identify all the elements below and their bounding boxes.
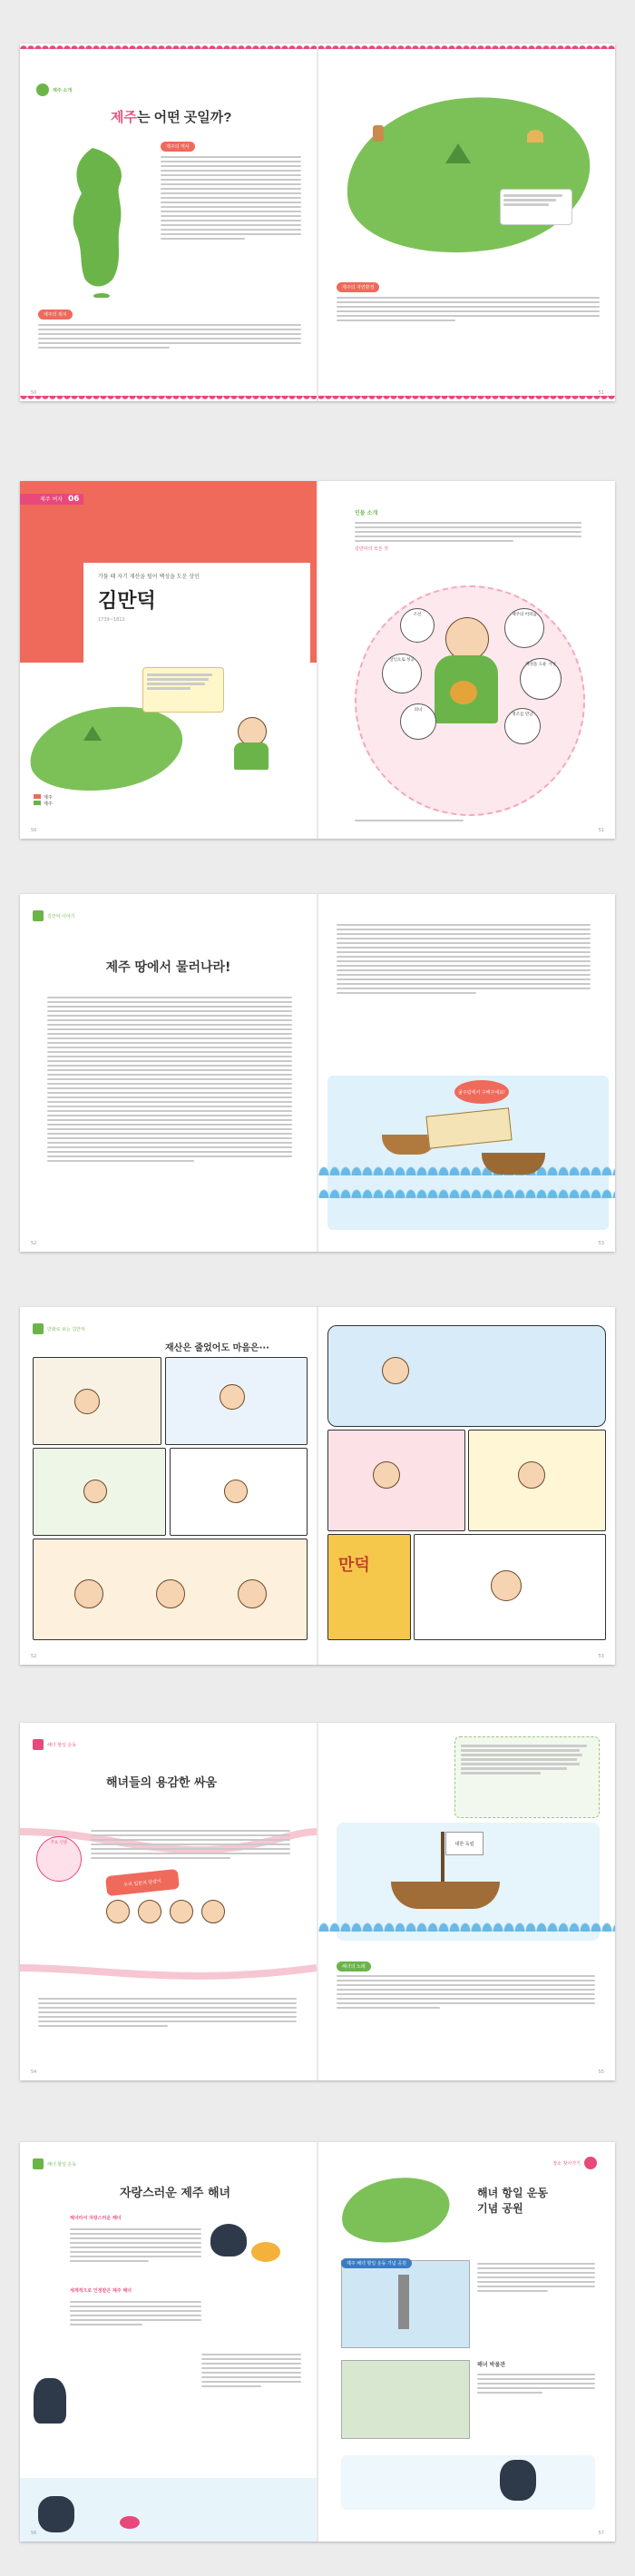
subheading-1: 해녀라서 자랑스러운 해녀 <box>70 2216 122 2221</box>
place-title-line-2: 기념 공원 <box>477 2201 523 2215</box>
map-legend <box>34 794 53 807</box>
protest-boat <box>391 1882 500 1909</box>
mandeok-portrait <box>445 617 489 661</box>
page-number-left: 54 <box>31 2070 37 2075</box>
bottom-illustration <box>341 2455 595 2510</box>
spread-comic <box>20 1307 615 1665</box>
section-header <box>36 84 72 96</box>
section-tag: 만화로 보는 김만덕 <box>47 1326 85 1332</box>
label-bubble-2: 상인으로 성공 <box>382 654 422 693</box>
right-section-header <box>552 2157 597 2169</box>
location-box <box>38 302 301 351</box>
label-bubble-3: 의녀 <box>400 703 436 740</box>
character-face-5 <box>74 1579 103 1608</box>
intro-heading: 인물 소개 <box>355 510 378 516</box>
right-section-tag: 장소 찾아가기 <box>552 2160 581 2167</box>
place-title-line-1: 해녀 항일 운동 <box>477 2187 548 2199</box>
character-face-3 <box>83 1480 107 1503</box>
title-rest: 는 어떤 곳일까? <box>136 110 232 125</box>
page-number-left: 50 <box>31 390 37 396</box>
section-header <box>33 910 75 921</box>
key-figure-badge: 주요 인물 <box>36 1836 82 1882</box>
museum-text <box>477 2371 595 2396</box>
book-icon <box>33 910 44 921</box>
book-icon <box>33 1323 44 1334</box>
title-card <box>83 563 310 663</box>
intro-section <box>355 501 581 552</box>
series-label-wrap <box>40 494 80 506</box>
history-box <box>161 134 301 242</box>
left-page <box>20 44 317 401</box>
wave-pattern <box>318 1922 615 1932</box>
museum-label: 해녀 박물관 <box>477 2362 506 2368</box>
caption-text <box>355 817 464 824</box>
story-body <box>47 994 292 1165</box>
person-name: 김만덕 <box>98 589 156 612</box>
section-header <box>33 2158 76 2169</box>
character-dress <box>234 742 269 770</box>
wave-pattern-2 <box>318 1189 615 1198</box>
pin-icon <box>584 2157 597 2169</box>
wave-pattern-1 <box>318 1166 615 1175</box>
jeju-map-locator <box>337 2169 454 2251</box>
flag-pole <box>441 1832 444 1882</box>
book-icon <box>33 1739 44 1750</box>
haenyeo-face-1 <box>106 1900 130 1923</box>
character-face-2 <box>220 1384 245 1410</box>
book-icon <box>33 2158 44 2169</box>
comic-panel-9 <box>327 1534 411 1640</box>
grain-bowl <box>450 681 477 704</box>
house-figure <box>527 130 543 143</box>
label-bubble-5: 백성을 도운 거상 <box>520 658 562 700</box>
left-page <box>20 2142 317 2542</box>
page-number-right: 51 <box>598 828 604 833</box>
nature-text <box>337 297 600 321</box>
right-page <box>318 2142 615 2542</box>
character-face-4 <box>224 1480 248 1503</box>
song-label: 해녀의 노래 <box>337 1961 371 1971</box>
photo-caption <box>341 2251 412 2268</box>
page-number-right: 53 <box>598 1654 604 1659</box>
story-title: 제주 땅에서 물러나라! <box>105 960 231 975</box>
starfish <box>120 2516 140 2529</box>
haenyeo-face-3 <box>170 1900 193 1923</box>
museum-photo <box>341 2360 470 2439</box>
song-section <box>337 1954 595 2011</box>
diver-illustration-1 <box>210 2224 247 2256</box>
left-page <box>20 1723 317 2080</box>
spread-jeju-intro <box>20 44 615 401</box>
body-1 <box>70 2226 201 2265</box>
character-face-7 <box>238 1579 267 1608</box>
right-page <box>318 894 615 1252</box>
mountain-icon <box>83 726 102 741</box>
side-note <box>454 1736 600 1818</box>
struggle-body <box>91 1827 290 1862</box>
spread-haenyeo-struggle <box>20 1723 615 2080</box>
body-3 <box>201 2351 301 2390</box>
legend-item-2: 제주 <box>44 801 53 807</box>
proud-title: 자랑스러운 제주 해녀 <box>120 2187 231 2200</box>
diver-illustration-2 <box>34 2378 66 2424</box>
song-text <box>337 1975 595 2009</box>
character-face-8 <box>382 1357 409 1384</box>
section-tag: 김만덕 이야기 <box>47 913 75 919</box>
haenyeo-face-4 <box>201 1900 225 1923</box>
intro-text <box>355 522 581 542</box>
character-face-10 <box>518 1461 545 1489</box>
speech-note <box>142 667 224 713</box>
life-dates: 1739~1812 <box>98 617 125 623</box>
section-tag: 해녀 항일 운동 <box>47 1742 77 1748</box>
comic-title: 재산은 줄었어도 마음은··· <box>165 1343 269 1353</box>
character-face-9 <box>373 1461 400 1489</box>
subheading-2: 세계적으로 인정받은 제주 해녀 <box>70 2288 132 2294</box>
page-number-left: 56 <box>31 2531 37 2536</box>
subtitle: 가뭄 때 자기 재산을 털어 백성을 도운 상인 <box>98 574 200 580</box>
right-page <box>318 481 615 839</box>
boat-2 <box>482 1153 545 1175</box>
section-header <box>33 1739 76 1750</box>
right-page <box>318 1307 615 1665</box>
series-number: 06 <box>68 495 80 504</box>
character-face-6 <box>156 1579 185 1608</box>
nature-label: 제주의 자연환경 <box>337 282 379 292</box>
memorial-text <box>477 2260 595 2295</box>
diver-illustration-3 <box>38 2496 74 2532</box>
page-title <box>111 107 231 126</box>
legend-item-1: 제주 <box>44 795 53 801</box>
location-text <box>38 324 301 349</box>
page-number-left: 52 <box>31 1241 37 1246</box>
diver-illustration-4 <box>500 2460 536 2501</box>
spread-story <box>20 894 615 1252</box>
section-header <box>33 1323 85 1334</box>
left-page <box>20 894 317 1252</box>
page-number-right: 53 <box>598 1241 604 1246</box>
label-bubble-4: 제주의 어려움 <box>504 608 544 648</box>
korea-peninsula-map <box>56 143 138 298</box>
memorial-photo <box>341 2260 470 2348</box>
history-text <box>161 156 301 240</box>
memorial-tower <box>398 2275 409 2329</box>
comic-panel-6 <box>327 1325 606 1427</box>
body-2 <box>70 2298 201 2328</box>
float-buoy <box>251 2242 280 2262</box>
history-label: 제주의 역사 <box>161 142 195 152</box>
memorial-label: 제주 해녀 항일 운동 기념 공원 <box>341 2258 412 2268</box>
hallasan-mountain <box>445 143 471 163</box>
right-page <box>318 1723 615 2080</box>
map-callout <box>500 189 572 225</box>
intro-subheading: 김만덕의 모든 것 <box>355 546 388 552</box>
label-bubble-1: 조선 <box>400 608 435 643</box>
section-tag: 제주 소개 <box>53 87 73 93</box>
location-label: 제주의 위치 <box>38 310 73 320</box>
spread-kim-mandeok-intro <box>20 481 615 839</box>
page-number-right: 57 <box>598 2531 604 2536</box>
jeju-island-illustration <box>336 82 600 269</box>
right-page <box>318 44 615 401</box>
page-number-right: 55 <box>598 2070 604 2075</box>
left-page <box>20 481 317 839</box>
series-label: 제주 여자 <box>40 497 64 503</box>
label-bubble-6: 정조를 만남 <box>504 708 541 744</box>
page-number-right: 51 <box>598 390 604 396</box>
character-face-1 <box>74 1389 100 1414</box>
leaf-icon <box>36 84 49 96</box>
protest-sign: 우리 일본의 앞잡이 <box>105 1869 180 1896</box>
place-title <box>477 2186 548 2217</box>
page-number-left: 52 <box>31 1654 37 1659</box>
dolhareubang <box>373 125 384 142</box>
story-body-continued <box>337 921 591 997</box>
haenyeo-face-2 <box>138 1900 161 1923</box>
callout-starburst: 굶주림에서 구해주세요! <box>454 1080 509 1104</box>
big-sound-word: 만덕 <box>338 1556 370 1575</box>
struggle-title: 해녀들의 용감한 싸움 <box>106 1776 218 1790</box>
character-face-11 <box>491 1570 522 1601</box>
page-number-left: 50 <box>31 828 37 833</box>
title-emphasis: 제주 <box>111 110 137 125</box>
spread-proud-haenyeo <box>20 2142 615 2542</box>
left-page <box>20 1307 317 1665</box>
nature-box <box>337 275 600 324</box>
protest-flag: 대한 독립 <box>445 1832 484 1855</box>
struggle-body-2 <box>38 1995 297 2030</box>
section-tag: 해녀 항일 운동 <box>47 2161 77 2168</box>
